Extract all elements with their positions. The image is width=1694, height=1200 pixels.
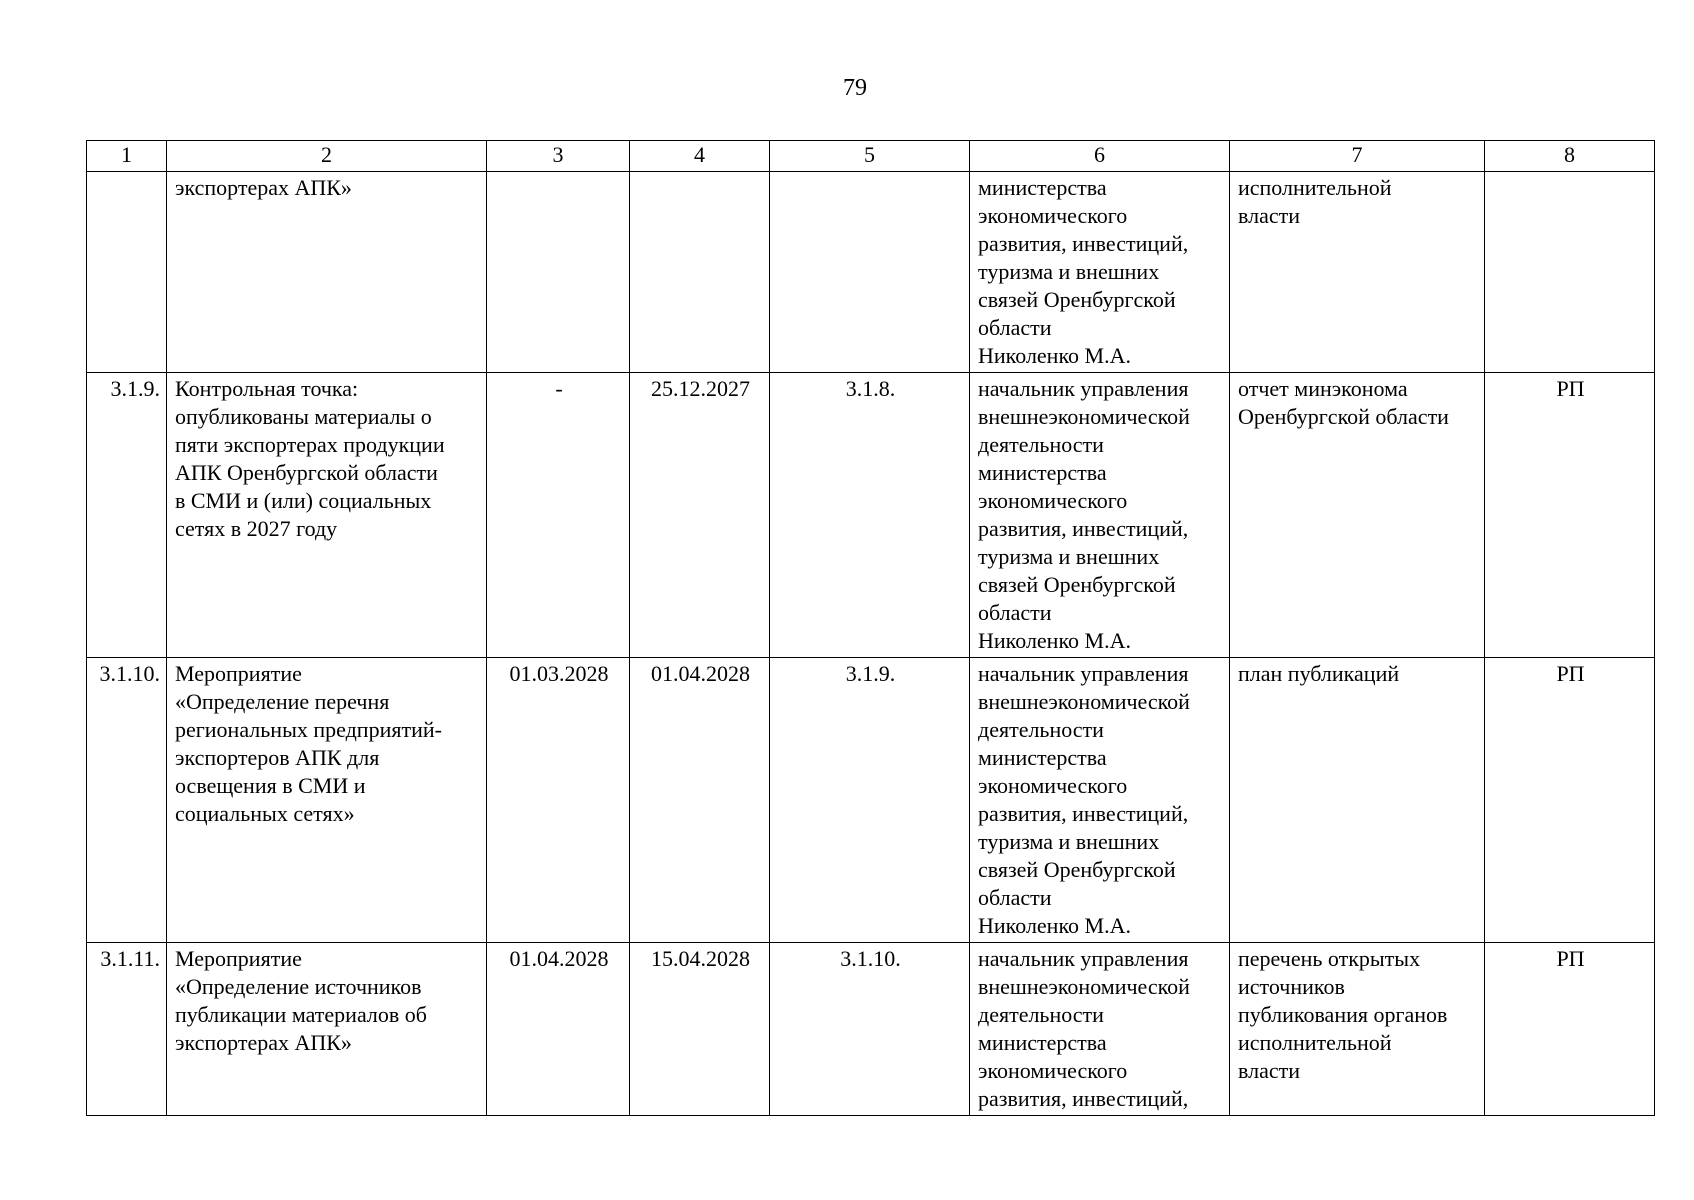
column-header: 6: [970, 141, 1230, 172]
predecessor-cell: [770, 172, 970, 373]
predecessor-cell: 3.1.9.: [770, 658, 970, 943]
responsible-cell: начальник управления внешнеэкономической деятельности министерства экономического развития, инвестиций, туризма и внешних связей Оренбургской области Николенко М.А.: [970, 658, 1230, 943]
item-name-cell: Мероприятие «Определение перечня региональных предприятий- экспортеров АПК для освещения в СМИ и социальных сетях»: [167, 658, 487, 943]
end-date-cell: 01.04.2028: [630, 658, 770, 943]
column-header: 3: [487, 141, 630, 172]
column-header: 4: [630, 141, 770, 172]
predecessor-cell: 3.1.8.: [770, 373, 970, 658]
end-date-cell: 15.04.2028: [630, 943, 770, 1116]
column-header: 8: [1485, 141, 1655, 172]
column-header: 7: [1230, 141, 1485, 172]
start-date-cell: [487, 172, 630, 373]
item-number-cell: [87, 172, 167, 373]
column-header: 1: [87, 141, 167, 172]
end-date-cell: [630, 172, 770, 373]
end-date-cell: 25.12.2027: [630, 373, 770, 658]
item-name-cell: Контрольная точка: опубликованы материалы о пяти экспортерах продукции АПК Оренбургской области в СМИ и (или) социальных сетях в 2027 году: [167, 373, 487, 658]
item-name-cell: экспортерах АПК»: [167, 172, 487, 373]
predecessor-cell: 3.1.10.: [770, 943, 970, 1116]
responsible-cell: начальник управления внешнеэкономической деятельности министерства экономического развития, инвестиций, туризма и внешних связей Оренбургской области Николенко М.А.: [970, 373, 1230, 658]
responsible-cell: министерства экономического развития, инвестиций, туризма и внешних связей Оренбургской области Николенко М.А.: [970, 172, 1230, 373]
page-number: 79: [843, 75, 867, 101]
result-cell: перечень открытых источников публикования органов исполнительной власти: [1230, 943, 1485, 1116]
plan-table: [86, 140, 1655, 1116]
item-number-cell: 3.1.10.: [87, 658, 167, 943]
result-cell: отчет минэконома Оренбургской области: [1230, 373, 1485, 658]
table-row: [87, 943, 1655, 1116]
table-row: [87, 658, 1655, 943]
result-cell: план публикаций: [1230, 658, 1485, 943]
table-row: [87, 172, 1655, 373]
item-number-cell: 3.1.11.: [87, 943, 167, 1116]
level-cell: РП: [1485, 943, 1655, 1116]
table-header-row: [87, 141, 1655, 172]
start-date-cell: 01.04.2028: [487, 943, 630, 1116]
column-header: 5: [770, 141, 970, 172]
start-date-cell: -: [487, 373, 630, 658]
table-row: [87, 373, 1655, 658]
responsible-cell: начальник управления внешнеэкономической деятельности министерства экономического развития, инвестиций,: [970, 943, 1230, 1116]
item-number-cell: 3.1.9.: [87, 373, 167, 658]
level-cell: [1485, 172, 1655, 373]
column-header: 2: [167, 141, 487, 172]
level-cell: РП: [1485, 373, 1655, 658]
result-cell: исполнительной власти: [1230, 172, 1485, 373]
level-cell: РП: [1485, 658, 1655, 943]
start-date-cell: 01.03.2028: [487, 658, 630, 943]
item-name-cell: Мероприятие «Определение источников публикации материалов об экспортерах АПК»: [167, 943, 487, 1116]
